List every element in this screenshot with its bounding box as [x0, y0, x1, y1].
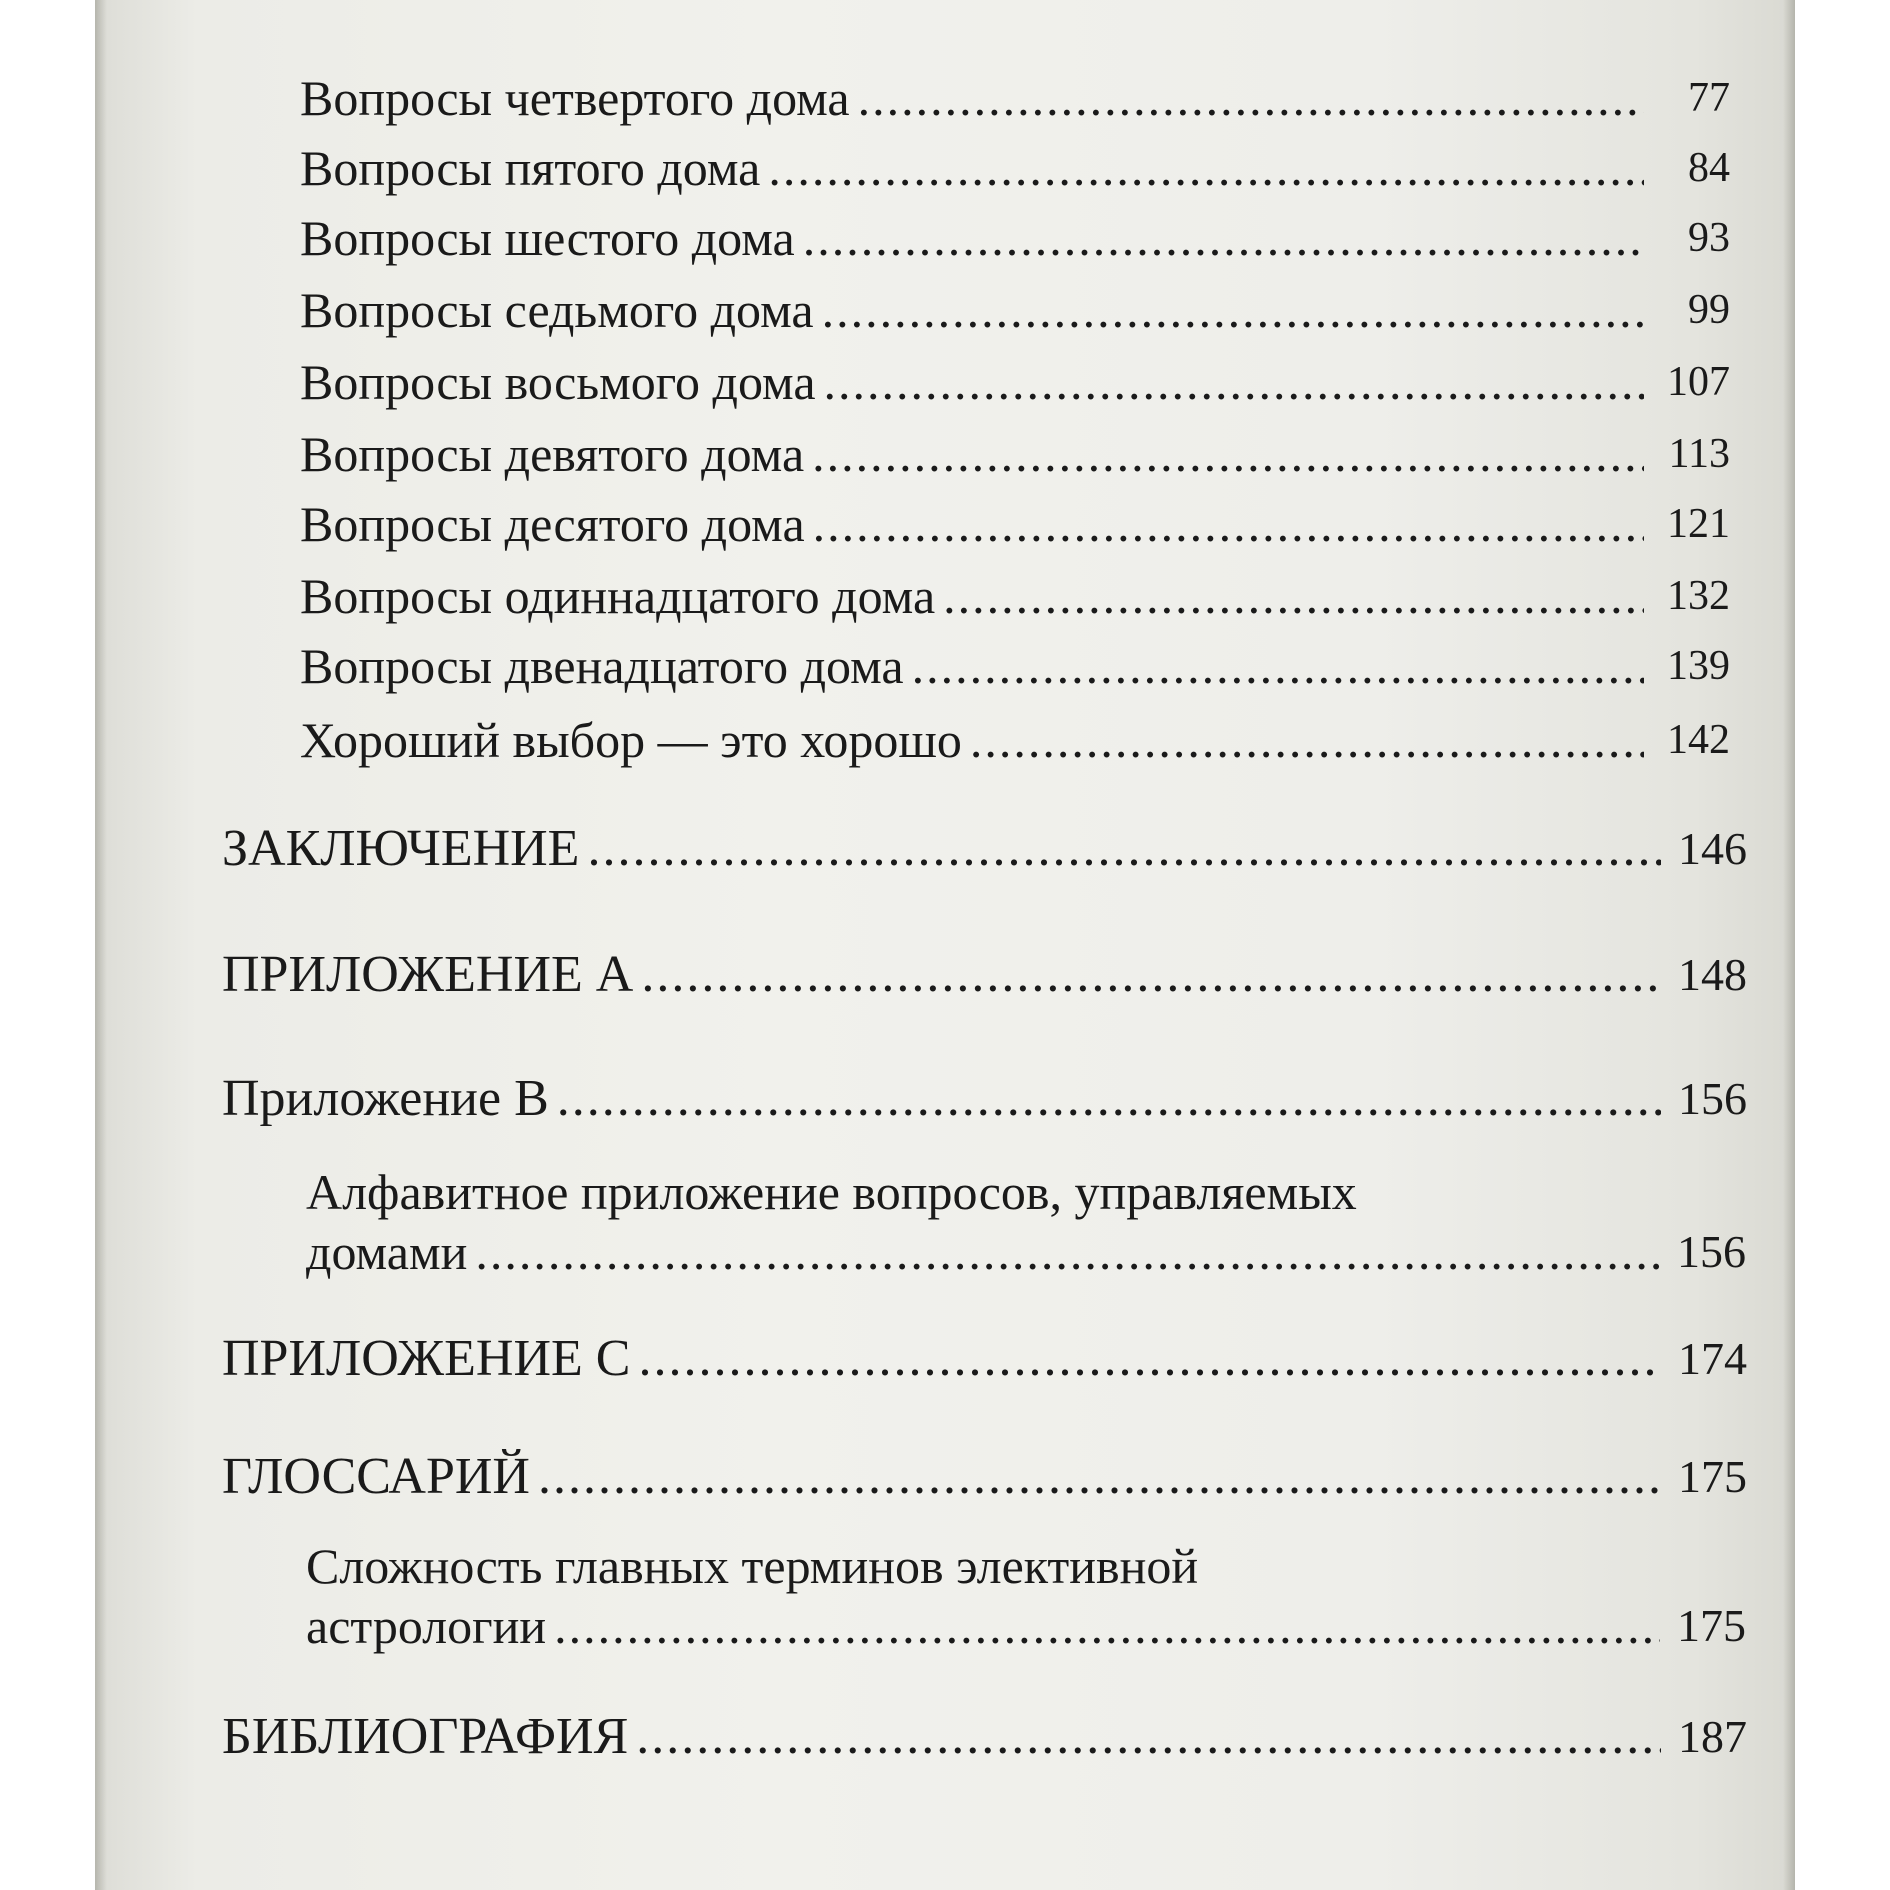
toc-entry-label-line2: домами: [306, 1224, 468, 1280]
toc-entry-alphabetical-index: [306, 1162, 1746, 1282]
dot-leader: [813, 494, 1644, 554]
toc-entry-page: 175: [1677, 1600, 1746, 1651]
dot-leader: [812, 424, 1644, 484]
toc-entry-continuation: [306, 1222, 1746, 1282]
toc-entry-label: ЗАКЛЮЧЕНИЕ: [222, 820, 580, 877]
toc-entry-label: Приложение В: [222, 1070, 549, 1127]
dot-leader: [557, 1068, 1661, 1130]
dot-leader: [858, 68, 1644, 128]
toc-entry-elective-terms: [306, 1536, 1746, 1656]
toc-entry-page: 142: [1667, 717, 1730, 763]
dot-leader: [803, 208, 1644, 268]
dot-leader: [475, 1222, 1660, 1282]
toc-entry-glossary: [222, 1446, 1747, 1508]
toc-entry-page: 93: [1688, 215, 1730, 261]
toc-entry-label: Вопросы четвертого дома: [300, 70, 850, 126]
toc-entry-label: Хороший выбор — это хорошо: [300, 712, 962, 768]
toc-entry-page: 156: [1677, 1226, 1746, 1277]
toc-entry-page: 132: [1667, 573, 1730, 619]
toc-entry-tenth-house: [300, 494, 1730, 554]
toc-entry-page: 174: [1678, 1333, 1747, 1384]
toc-entry-bibliography: [222, 1706, 1747, 1768]
toc-entry-page: 187: [1678, 1711, 1747, 1762]
toc-entry-conclusion: [222, 818, 1747, 880]
toc-entry-page: 84: [1688, 145, 1730, 191]
dot-leader: [970, 710, 1644, 770]
toc-entry-page: 107: [1667, 359, 1730, 405]
toc-entry-label: Вопросы двенадцатого дома: [300, 638, 904, 694]
dot-leader: [638, 1328, 1661, 1390]
toc-entry-sixth-house: [300, 208, 1730, 268]
toc-entry-fourth-house: [300, 68, 1730, 128]
toc-entry-label: ПРИЛОЖЕНИЕ А: [222, 946, 634, 1003]
toc-entry-appendix-b: [222, 1068, 1747, 1130]
dot-leader: [641, 944, 1661, 1006]
toc-entry-label: Вопросы шестого дома: [300, 210, 795, 266]
toc-entry-appendix-a: [222, 944, 1747, 1006]
toc-entry-page: 99: [1688, 287, 1730, 333]
toc-entry-label: Вопросы десятого дома: [300, 496, 805, 552]
toc-entry-page: 175: [1678, 1451, 1747, 1502]
toc-entry-label-line2: астрологии: [306, 1598, 547, 1654]
dot-leader: [768, 138, 1644, 198]
toc-entry-eleventh-house: [300, 566, 1730, 626]
toc-entry-label-line1: Алфавитное приложение вопросов, управляемых: [306, 1164, 1357, 1220]
toc-entry-page: 77: [1688, 75, 1730, 121]
dot-leader: [554, 1596, 1660, 1656]
toc-entry-twelfth-house: [300, 636, 1730, 696]
dot-leader: [824, 352, 1644, 412]
toc-entry-page: 146: [1678, 823, 1747, 874]
toc-entry-label: БИБЛИОГРАФИЯ: [222, 1708, 629, 1765]
dot-leader: [943, 566, 1644, 626]
toc-entry-label: Вопросы восьмого дома: [300, 354, 816, 410]
toc-entry-label: Вопросы пятого дома: [300, 140, 761, 196]
toc-entry-label: Вопросы девятого дома: [300, 426, 805, 482]
toc-entry-seventh-house: [300, 280, 1730, 340]
toc-entry-continuation: [306, 1596, 1746, 1656]
toc-entry-page: 121: [1667, 501, 1730, 547]
toc-entry-page: 148: [1678, 949, 1747, 1000]
toc-entry-page: 113: [1668, 431, 1730, 477]
toc-entry-page: 156: [1678, 1073, 1747, 1124]
dot-leader: [636, 1706, 1661, 1768]
toc-entry-label: Вопросы одиннадцатого дома: [300, 568, 936, 624]
toc-entry-label: Вопросы седьмого дома: [300, 282, 814, 338]
dot-leader: [587, 818, 1661, 880]
toc-entry-appendix-c: [222, 1328, 1747, 1390]
toc-entry-label-line1: Сложность главных терминов элективной: [306, 1538, 1199, 1594]
toc-entry-good-choice: [300, 710, 1730, 770]
toc-entry-label: ГЛОССАРИЙ: [222, 1448, 530, 1505]
toc-entry-ninth-house: [300, 424, 1730, 484]
toc-entry-eighth-house: [300, 352, 1730, 412]
toc-entry-fifth-house: [300, 138, 1730, 198]
dot-leader: [538, 1446, 1661, 1508]
toc-entry-page: 139: [1667, 643, 1730, 689]
dot-leader: [912, 636, 1644, 696]
dot-leader: [822, 280, 1644, 340]
toc-entry-label: ПРИЛОЖЕНИЕ С: [222, 1330, 631, 1387]
